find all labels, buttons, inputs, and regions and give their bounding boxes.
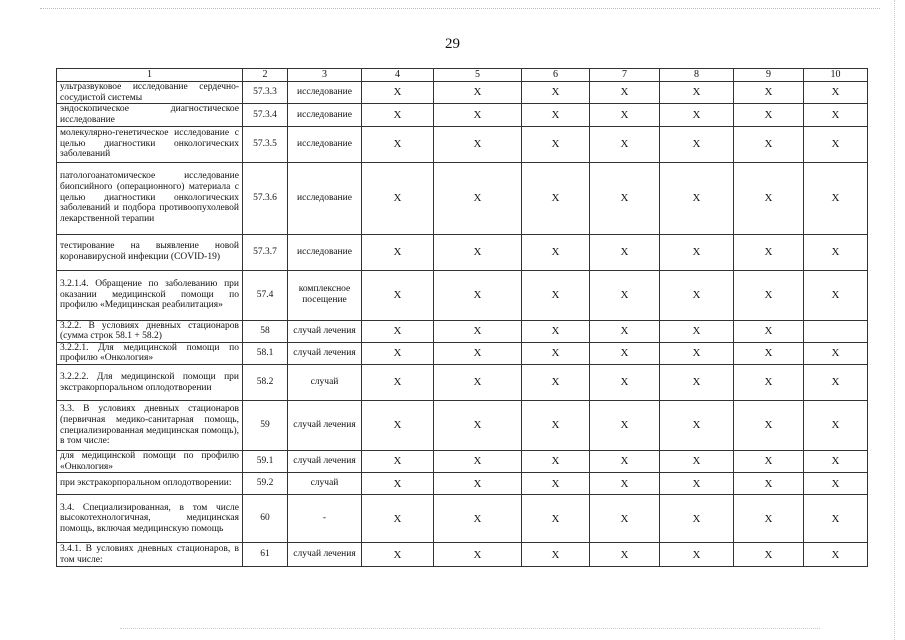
- row-mark-cell: X: [804, 401, 868, 451]
- row-mark-cell: X: [434, 82, 522, 104]
- row-unit-cell: случай лечения: [288, 342, 362, 364]
- row-name-cell: эндоскопическое диагностическое исследование: [57, 104, 243, 126]
- row-mark-cell: X: [660, 104, 734, 126]
- row-unit-cell: исследование: [288, 82, 362, 104]
- row-mark-cell: X: [734, 162, 804, 234]
- row-mark-cell: X: [434, 543, 522, 567]
- row-mark-cell: X: [522, 342, 590, 364]
- row-name-cell: 3.4. Специализированная, в том числе высокотехнологичная, медицинская помощь, включая медицинскую помощь: [57, 495, 243, 543]
- row-mark-cell: X: [590, 473, 660, 495]
- row-name-cell: патологоанатомическое исследование биопсийного (операционного) материала с целью диагностики онкологических заболеваний и подбора противоопухолевой лекарственной терапии: [57, 162, 243, 234]
- row-code-cell: 57.3.4: [243, 104, 288, 126]
- row-mark-cell: X: [362, 234, 434, 270]
- row-mark-cell: X: [434, 320, 522, 342]
- row-mark-cell: X: [734, 473, 804, 495]
- row-mark-cell: X: [522, 543, 590, 567]
- row-name-cell: 3.4.1. В условиях дневных стационаров, в том числе:: [57, 543, 243, 567]
- row-mark-cell: X: [734, 365, 804, 401]
- row-unit-cell: случай лечения: [288, 451, 362, 473]
- row-mark-cell: X: [434, 401, 522, 451]
- row-mark-cell: X: [590, 270, 660, 320]
- row-mark-cell: X: [590, 234, 660, 270]
- row-mark-cell: X: [734, 342, 804, 364]
- data-table: [56, 68, 868, 567]
- row-mark-cell: X: [362, 473, 434, 495]
- row-mark-cell: X: [522, 270, 590, 320]
- row-code-cell: 58.2: [243, 365, 288, 401]
- row-mark-cell: X: [660, 495, 734, 543]
- row-mark-cell: X: [734, 451, 804, 473]
- row-mark-cell: X: [804, 473, 868, 495]
- table-row: [57, 401, 868, 451]
- row-code-cell: 59.1: [243, 451, 288, 473]
- row-mark-cell: X: [590, 365, 660, 401]
- table-row: [57, 543, 868, 567]
- row-mark-cell: X: [362, 270, 434, 320]
- row-mark-cell: X: [660, 270, 734, 320]
- row-mark-cell: X: [590, 401, 660, 451]
- row-mark-cell: X: [362, 126, 434, 162]
- column-header: 5: [434, 69, 522, 82]
- row-mark-cell: X: [362, 320, 434, 342]
- row-mark-cell: X: [522, 162, 590, 234]
- row-mark-cell: X: [804, 270, 868, 320]
- row-mark-cell: X: [522, 473, 590, 495]
- row-mark-cell: X: [590, 495, 660, 543]
- row-mark-cell: X: [434, 162, 522, 234]
- row-mark-cell: X: [660, 401, 734, 451]
- table-row: [57, 234, 868, 270]
- row-mark-cell: X: [522, 495, 590, 543]
- row-mark-cell: X: [804, 451, 868, 473]
- row-mark-cell: X: [734, 270, 804, 320]
- row-mark-cell: X: [362, 401, 434, 451]
- row-mark-cell: X: [362, 543, 434, 567]
- row-mark-cell: X: [590, 104, 660, 126]
- row-code-cell: 60: [243, 495, 288, 543]
- column-header: 4: [362, 69, 434, 82]
- row-unit-cell: комплексное посещение: [288, 270, 362, 320]
- row-unit-cell: исследование: [288, 234, 362, 270]
- row-mark-cell: X: [590, 126, 660, 162]
- column-header: 7: [590, 69, 660, 82]
- row-mark-cell: X: [434, 104, 522, 126]
- row-unit-cell: случай лечения: [288, 543, 362, 567]
- row-mark-cell: X: [590, 320, 660, 342]
- table-body: [57, 82, 868, 567]
- row-mark-cell: X: [522, 451, 590, 473]
- row-mark-cell: X: [804, 543, 868, 567]
- row-mark-cell: X: [804, 365, 868, 401]
- row-mark-cell: X: [734, 543, 804, 567]
- table-row: [57, 162, 868, 234]
- row-code-cell: 59: [243, 401, 288, 451]
- row-mark-cell: X: [522, 365, 590, 401]
- row-code-cell: 57.3.7: [243, 234, 288, 270]
- row-mark-cell: X: [804, 104, 868, 126]
- row-mark-cell: X: [362, 495, 434, 543]
- row-name-cell: молекулярно-генетическое исследование с целью диагностики онкологических заболеваний: [57, 126, 243, 162]
- row-mark-cell: X: [522, 126, 590, 162]
- row-unit-cell: исследование: [288, 104, 362, 126]
- row-mark-cell: X: [734, 126, 804, 162]
- row-mark-cell: X: [434, 342, 522, 364]
- row-mark-cell: X: [804, 82, 868, 104]
- row-name-cell: 3.2.2. В условиях дневных стационаров (сумма строк 58.1 + 58.2): [57, 320, 243, 342]
- row-mark-cell: X: [660, 234, 734, 270]
- row-mark-cell: X: [522, 234, 590, 270]
- row-unit-cell: случай лечения: [288, 401, 362, 451]
- table-row: [57, 270, 868, 320]
- row-mark-cell: X: [434, 234, 522, 270]
- row-mark-cell: X: [590, 342, 660, 364]
- row-mark-cell: X: [660, 543, 734, 567]
- row-mark-cell: X: [362, 162, 434, 234]
- row-mark-cell: X: [660, 82, 734, 104]
- row-name-cell: ультразвуковое исследование сердечно-сосудистой системы: [57, 82, 243, 104]
- page-number: 29: [445, 36, 460, 52]
- row-mark-cell: X: [590, 543, 660, 567]
- row-code-cell: 58: [243, 320, 288, 342]
- table-row: [57, 104, 868, 126]
- row-mark-cell: X: [362, 104, 434, 126]
- row-mark-cell: X: [522, 82, 590, 104]
- row-unit-cell: случай: [288, 473, 362, 495]
- row-mark-cell: X: [734, 495, 804, 543]
- scan-edge-right: [894, 0, 895, 640]
- column-header: 9: [734, 69, 804, 82]
- row-mark-cell: X: [590, 451, 660, 473]
- row-mark-cell: X: [362, 451, 434, 473]
- row-unit-cell: исследование: [288, 162, 362, 234]
- row-name-cell: для медицинской помощи по профилю «Онкология»: [57, 451, 243, 473]
- scan-edge-top: [40, 8, 880, 9]
- row-unit-cell: случай: [288, 365, 362, 401]
- row-code-cell: 61: [243, 543, 288, 567]
- row-name-cell: 3.3. В условиях дневных стационаров (первичная медико-санитарная помощь, специализированная медицинская помощь), в том числе:: [57, 401, 243, 451]
- row-mark-cell: X: [804, 495, 868, 543]
- row-mark-cell: X: [590, 82, 660, 104]
- row-name-cell: при экстракорпоральном оплодотворении:: [57, 473, 243, 495]
- column-header: 6: [522, 69, 590, 82]
- row-mark-cell: X: [434, 473, 522, 495]
- row-mark-cell: X: [362, 365, 434, 401]
- row-mark-cell: X: [660, 365, 734, 401]
- row-name-cell: 3.2.1.4. Обращение по заболеванию при оказании медицинской помощи по профилю «Медицинская реабилитация»: [57, 270, 243, 320]
- table-row: [57, 473, 868, 495]
- row-mark-cell: X: [660, 126, 734, 162]
- column-header: 2: [243, 69, 288, 82]
- scan-edge-bottom: [120, 628, 820, 629]
- table-row: [57, 495, 868, 543]
- table-row: [57, 320, 868, 342]
- row-mark-cell: X: [660, 162, 734, 234]
- column-header: 3: [288, 69, 362, 82]
- row-mark-cell: X: [434, 126, 522, 162]
- row-mark-cell: X: [804, 126, 868, 162]
- row-code-cell: 57.3.5: [243, 126, 288, 162]
- row-unit-cell: -: [288, 495, 362, 543]
- table-row: [57, 451, 868, 473]
- row-mark-cell: X: [434, 365, 522, 401]
- row-mark-cell: X: [660, 473, 734, 495]
- row-mark-cell: X: [734, 234, 804, 270]
- row-mark-cell: X: [804, 162, 868, 234]
- row-mark-cell: X: [660, 320, 734, 342]
- table-row: [57, 342, 868, 364]
- row-mark-cell: X: [734, 401, 804, 451]
- column-header: 1: [57, 69, 243, 82]
- row-mark-cell: X: [522, 401, 590, 451]
- row-mark-cell: X: [434, 495, 522, 543]
- row-mark-cell: X: [804, 234, 868, 270]
- table-row: [57, 126, 868, 162]
- row-code-cell: 57.3.6: [243, 162, 288, 234]
- column-header: 8: [660, 69, 734, 82]
- row-mark-cell: X: [362, 342, 434, 364]
- row-mark-cell: X: [734, 320, 804, 342]
- row-name-cell: тестирование на выявление новой коронавирусной инфекции (COVID-19): [57, 234, 243, 270]
- row-code-cell: 57.4: [243, 270, 288, 320]
- row-code-cell: 59.2: [243, 473, 288, 495]
- row-name-cell: 3.2.2.2. Для медицинской помощи при экстракорпоральном оплодотворении: [57, 365, 243, 401]
- row-unit-cell: случай лечения: [288, 320, 362, 342]
- row-mark-cell: X: [660, 451, 734, 473]
- column-header: 10: [804, 69, 868, 82]
- table-row: [57, 82, 868, 104]
- row-mark-cell: [804, 320, 868, 342]
- row-name-cell: 3.2.2.1. Для медицинской помощи по профилю «Онкология»: [57, 342, 243, 364]
- row-mark-cell: X: [590, 162, 660, 234]
- table-row: [57, 365, 868, 401]
- row-code-cell: 57.3.3: [243, 82, 288, 104]
- row-mark-cell: X: [362, 82, 434, 104]
- row-mark-cell: X: [522, 320, 590, 342]
- row-mark-cell: X: [434, 451, 522, 473]
- row-mark-cell: X: [522, 104, 590, 126]
- row-mark-cell: X: [804, 342, 868, 364]
- header-row: [57, 69, 868, 82]
- row-unit-cell: исследование: [288, 126, 362, 162]
- row-mark-cell: X: [660, 342, 734, 364]
- row-mark-cell: X: [734, 104, 804, 126]
- row-mark-cell: X: [434, 270, 522, 320]
- row-code-cell: 58.1: [243, 342, 288, 364]
- row-mark-cell: X: [734, 82, 804, 104]
